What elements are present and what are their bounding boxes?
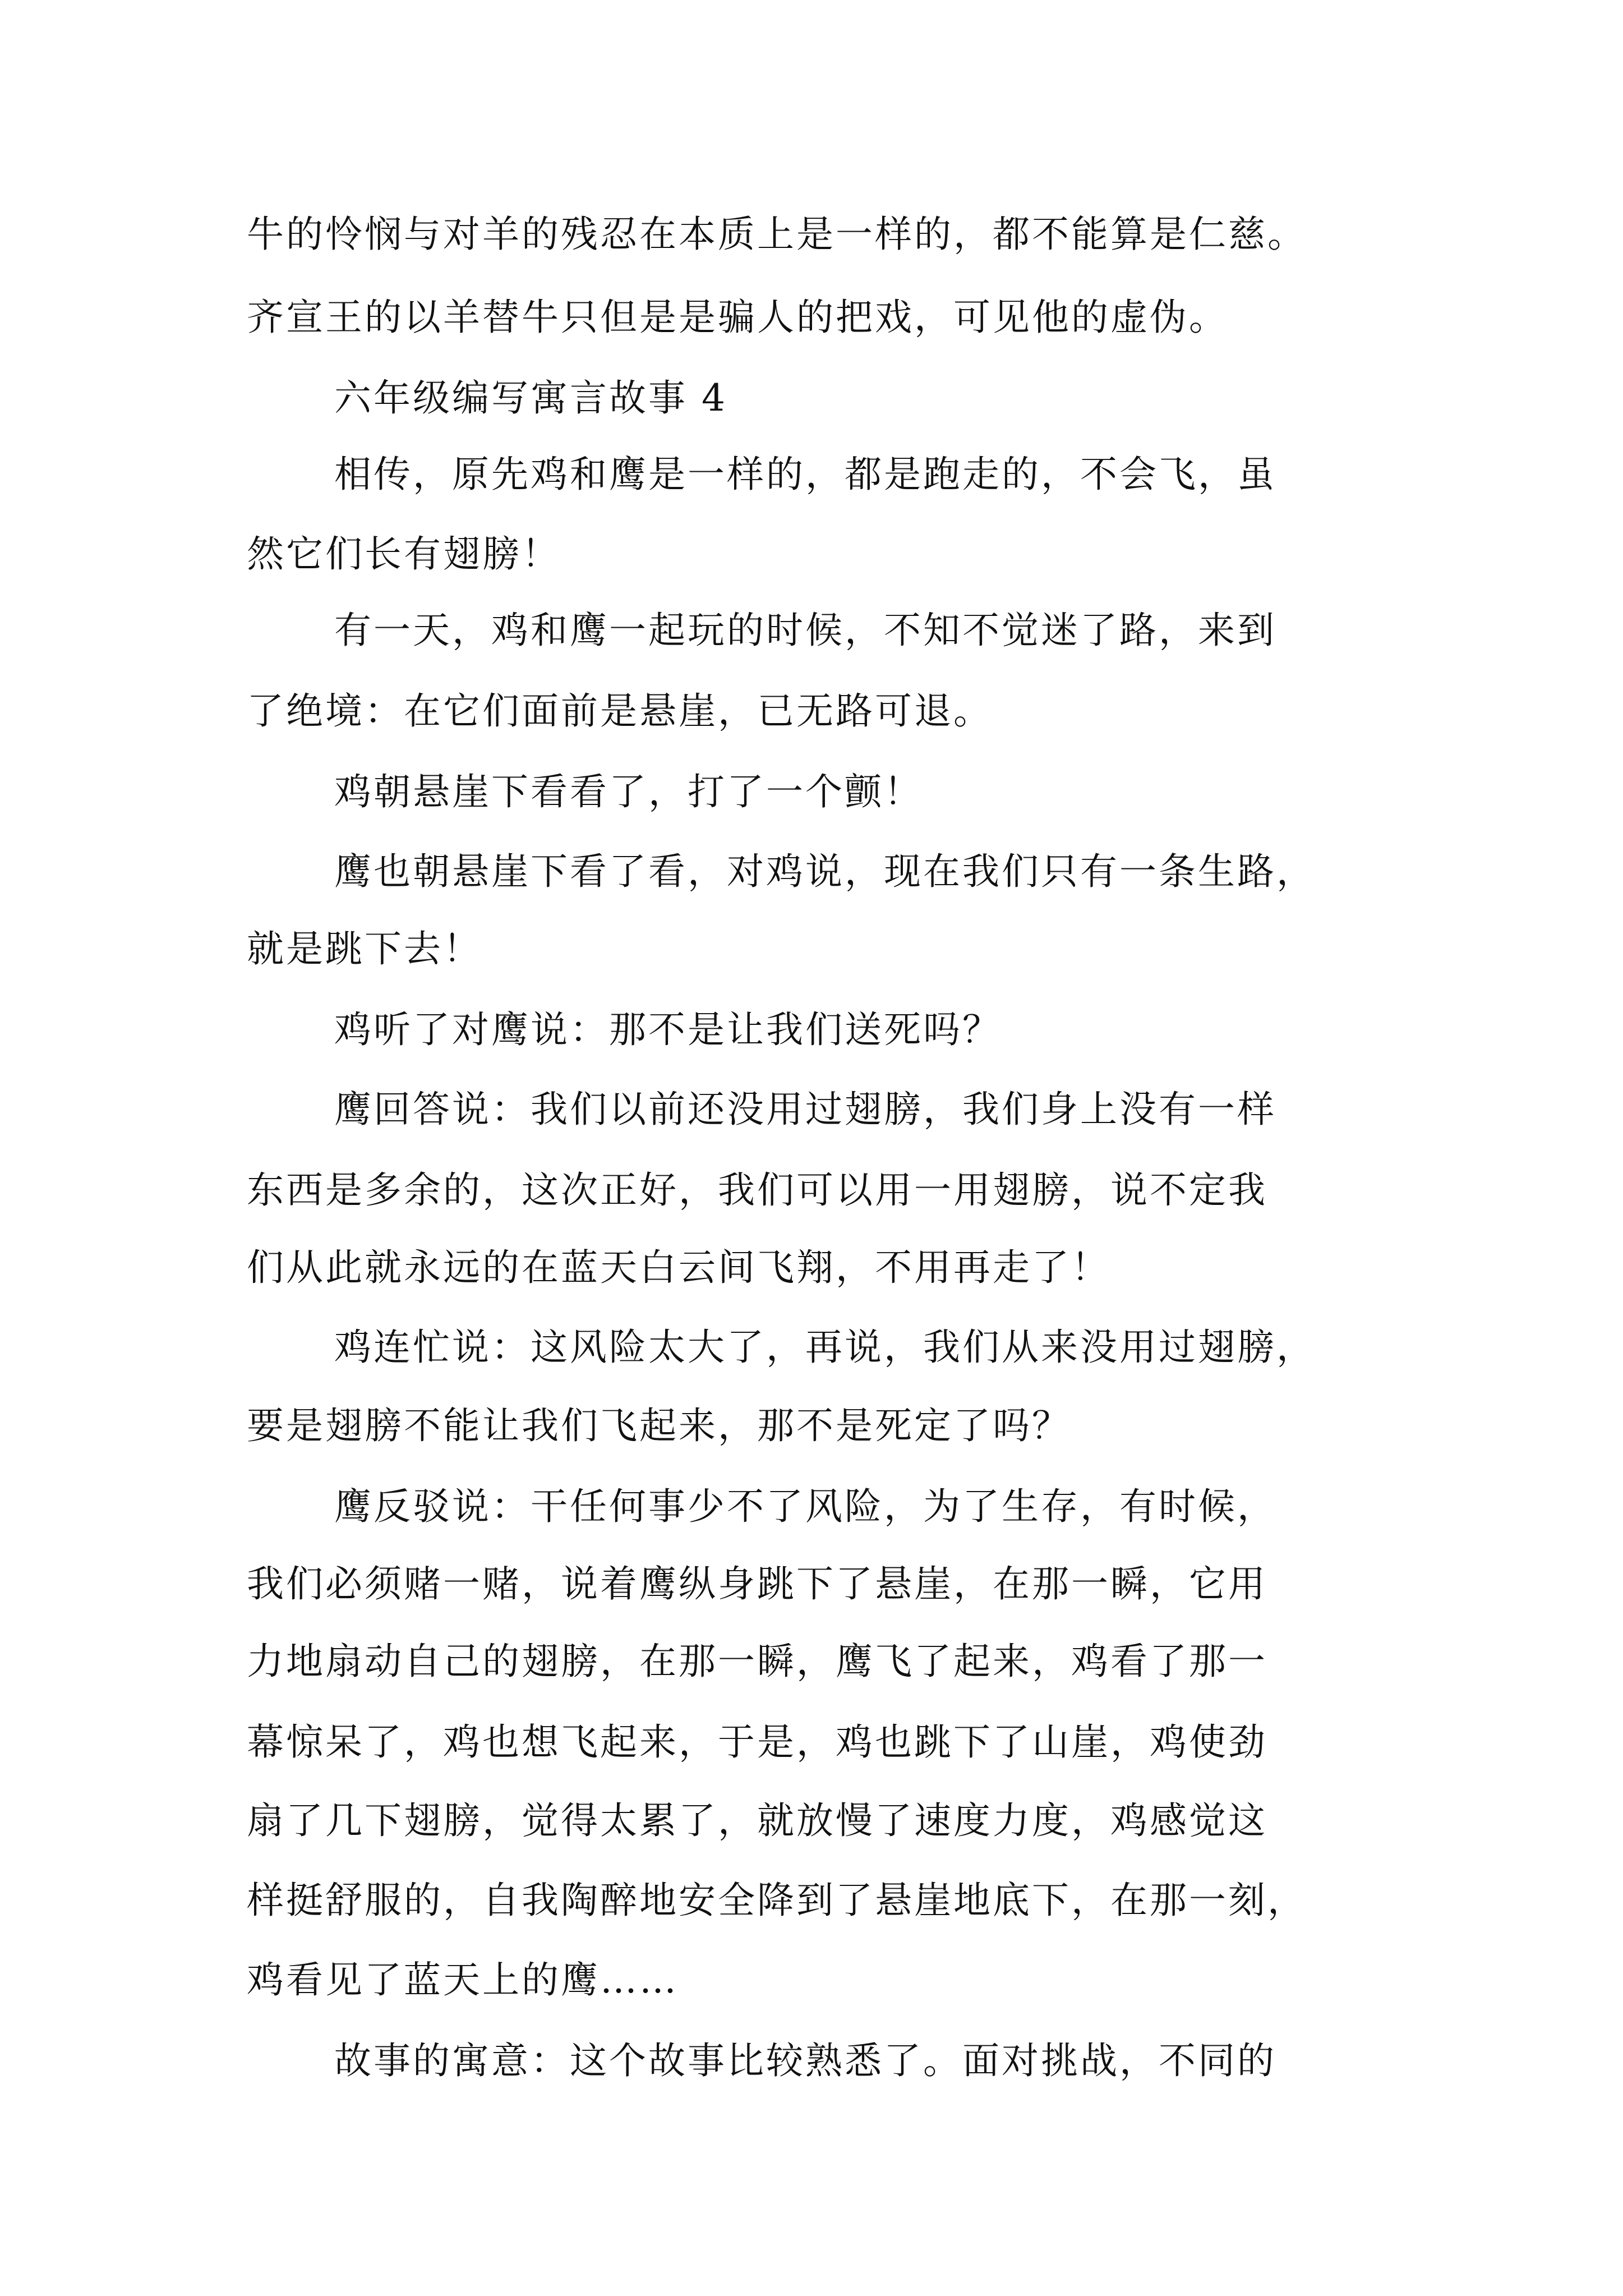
- text-line: 鹰回答说：我们以前还没用过翅膀，我们身上没有一样: [334, 1088, 1276, 1131]
- text-line: 样挺舒服的，自我陶醉地安全降到了悬崖地底下，在那一刻，: [247, 1879, 1307, 1922]
- text-line: 鹰也朝悬崖下看了看，对鸡说，现在我们只有一条生路，: [334, 850, 1316, 893]
- text-line: 鸡连忙说：这风险太大了，再说，我们从来没用过翅膀，: [334, 1326, 1316, 1369]
- text-line: 牛的怜悯与对羊的残忍在本质上是一样的，都不能算是仁慈。: [247, 213, 1307, 256]
- text-line: 故事的寓意：这个故事比较熟悉了。面对挑战，不同的: [334, 2039, 1276, 2082]
- text-line: 扇了几下翅膀，觉得太累了，就放慢了速度力度，鸡感觉这: [247, 1799, 1267, 1842]
- text-line: 幕惊呆了，鸡也想飞起来，于是，鸡也跳下了山崖，鸡使劲: [247, 1720, 1267, 1764]
- text-line: 我们必须赌一赌，说着鹰纵身跳下了悬崖，在那一瞬，它用: [247, 1562, 1267, 1605]
- section-heading: 六年级编写寓言故事 4: [334, 376, 727, 420]
- text-line: 齐宣王的以羊替牛只但是是骗人的把戏，可见他的虚伪。: [247, 296, 1228, 339]
- text-line: 东西是多余的，这次正好，我们可以用一用翅膀，说不定我: [247, 1168, 1267, 1212]
- text-line: 鹰反驳说：干任何事少不了风险，为了生存，有时候，: [334, 1485, 1276, 1528]
- text-line: 鸡听了对鹰说：那不是让我们送死吗？: [334, 1008, 1002, 1051]
- text-line: 要是翅膀不能让我们飞起来，那不是死定了吗？: [247, 1404, 1071, 1447]
- text-line: 鸡朝悬崖下看看了，打了一个颤！: [334, 770, 923, 813]
- text-line: 力地扇动自己的翅膀，在那一瞬，鹰飞了起来，鸡看了那一: [247, 1640, 1267, 1683]
- text-line: 相传，原先鸡和鹰是一样的，都是跑走的，不会飞，虽: [334, 453, 1276, 496]
- text-line: 就是跳下去！: [247, 927, 482, 970]
- text-line: 然它们长有翅膀！: [247, 532, 561, 576]
- text-line: 了绝境：在它们面前是悬崖，已无路可退。: [247, 689, 993, 733]
- text-line: 有一天，鸡和鹰一起玩的时候，不知不觉迷了路，来到: [334, 609, 1276, 652]
- text-line: 们从此就永远的在蓝天白云间飞翔，不用再走了！: [247, 1246, 1110, 1289]
- text-line: 鸡看见了蓝天上的鹰……: [247, 1958, 679, 2001]
